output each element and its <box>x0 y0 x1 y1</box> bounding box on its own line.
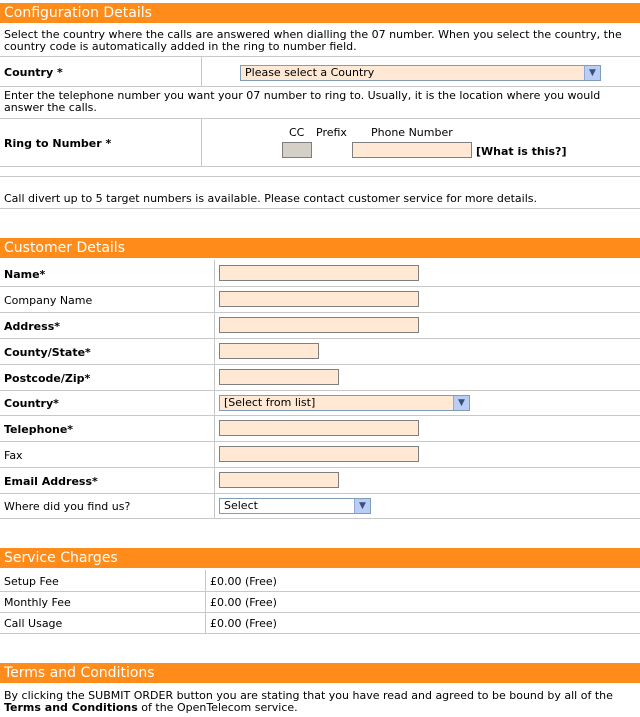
divider <box>0 176 640 177</box>
chevron-down-icon: ▼ <box>453 396 469 410</box>
email-label: Email Address* <box>4 475 98 488</box>
setup-fee-value: £0.00 (Free) <box>210 575 277 588</box>
phone-number-column-label: Phone Number <box>371 126 453 139</box>
divider <box>201 57 202 87</box>
find-us-select-value: Select <box>224 499 258 512</box>
county-state-input[interactable] <box>219 343 319 359</box>
divider <box>0 612 640 613</box>
divider <box>0 364 640 365</box>
country-select-value: Please select a Country <box>245 66 375 79</box>
country-select[interactable] <box>240 65 601 81</box>
company-name-input[interactable] <box>219 291 419 307</box>
postcode-input[interactable] <box>219 369 339 385</box>
divider <box>0 467 640 468</box>
telephone-input[interactable] <box>219 420 419 436</box>
divider <box>0 286 640 287</box>
country-code-field <box>282 142 312 158</box>
divider <box>0 493 640 494</box>
customer-country-select-value: [Select from list] <box>224 396 316 409</box>
call-usage-value: £0.00 (Free) <box>210 617 277 630</box>
ring-to-number-label: Ring to Number * <box>4 137 112 150</box>
terms-and-conditions-link[interactable]: Terms and Conditions <box>4 701 138 714</box>
divider <box>205 570 206 633</box>
call-usage-label: Call Usage <box>4 617 63 630</box>
fax-input[interactable] <box>219 446 419 462</box>
company-name-label: Company Name <box>4 294 93 307</box>
divider <box>201 119 202 166</box>
postcode-label: Postcode/Zip* <box>4 372 91 385</box>
chevron-down-icon: ▼ <box>354 499 370 513</box>
divider <box>0 312 640 313</box>
divider <box>0 633 640 634</box>
setup-fee-label: Setup Fee <box>4 575 59 588</box>
address-label: Address* <box>4 320 60 333</box>
divider <box>0 591 640 592</box>
charges-section-header: Service Charges <box>0 548 640 568</box>
what-is-this-link[interactable]: [What is this?] <box>476 145 567 158</box>
monthly-fee-value: £0.00 (Free) <box>210 596 277 609</box>
divider <box>0 415 640 416</box>
customer-section-header: Customer Details <box>0 238 640 258</box>
ring-intro-text: Enter the telephone number you want your 07 number to ring to. Usually, it is the location where you would answer the calls. <box>4 89 601 114</box>
name-label: Name* <box>4 268 46 281</box>
cc-column-label: CC <box>289 126 305 139</box>
country-label: Country * <box>4 66 63 79</box>
call-divert-note: Call divert up to 5 target numbers is available. Please contact customer service for more details. <box>4 192 537 205</box>
terms-section-header: Terms and Conditions <box>0 663 640 683</box>
phone-number-input[interactable] <box>352 142 472 158</box>
address-input[interactable] <box>219 317 419 333</box>
terms-line2: of the OpenTelecom service. <box>137 701 298 714</box>
divider <box>0 390 640 391</box>
name-input[interactable] <box>219 265 419 281</box>
terms-line1: By clicking the SUBMIT ORDER button you are stating that you have read and agreed to be bound by all of the <box>4 689 613 702</box>
divider <box>0 518 640 519</box>
divider <box>0 86 640 87</box>
divider <box>0 338 640 339</box>
divider <box>0 208 640 209</box>
email-input[interactable] <box>219 472 339 488</box>
find-us-select[interactable] <box>219 498 371 514</box>
telephone-label: Telephone* <box>4 423 74 436</box>
customer-country-select[interactable] <box>219 395 470 411</box>
county-state-label: County/State* <box>4 346 91 359</box>
divider <box>0 118 640 119</box>
terms-text <box>4 690 634 714</box>
config-intro-text: Select the country where the calls are answered when dialling the 07 number. When you select the country, the country code is automatically added in the ring to number field. <box>4 28 622 53</box>
chevron-down-icon: ▼ <box>584 66 600 80</box>
prefix-column-label: Prefix <box>316 126 347 139</box>
divider <box>0 441 640 442</box>
monthly-fee-label: Monthly Fee <box>4 596 71 609</box>
divider <box>0 166 640 167</box>
find-us-label: Where did you find us? <box>4 500 131 513</box>
customer-country-label: Country* <box>4 397 59 410</box>
fax-label: Fax <box>4 449 23 462</box>
divider <box>0 56 640 57</box>
config-section-header: Configuration Details <box>0 3 640 23</box>
